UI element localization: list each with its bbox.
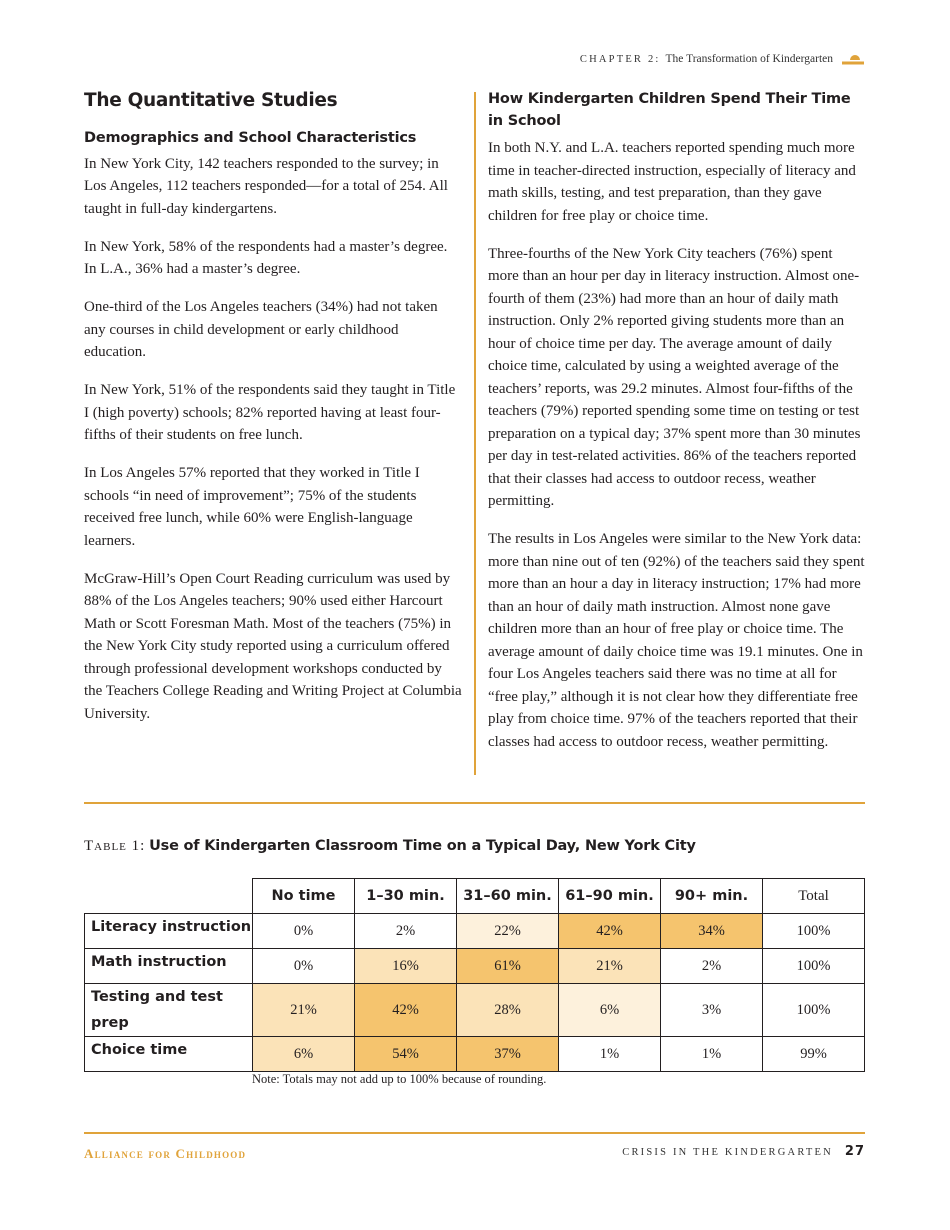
table-note: Note: Totals may not add up to 100% because of rounding. xyxy=(252,1072,547,1086)
table-cell: 2% xyxy=(661,949,763,984)
chapter-title: The Transformation of Kindergarten xyxy=(665,53,833,65)
footer-divider xyxy=(84,1132,865,1134)
table-title: Use of Kindergarten Classroom Time on a Typical Day, New York City xyxy=(149,838,696,854)
table-cell: 54% xyxy=(355,1037,457,1072)
publisher-name: Alliance for Childhood xyxy=(84,1146,247,1161)
table-cell: 6% xyxy=(559,984,661,1037)
right-paragraph: In both N.Y. and L.A. teachers reported spending much more time in teacher-directed instruction, especially of literacy and math skills, testing, and test preparation, than they gave children for free play or choice time. xyxy=(488,140,856,224)
right-paragraph: The results in Los Angeles were similar to the New York data: more than nine out of ten (92%) of the teachers said they spent more than an hour a day in literacy instruction; 17% had more than an hour of daily math instruction. Almost none gave children more than an hour of free play or choice time. The average amount of daily choice time was 19.1 minutes. One in four Los Angeles teachers said there was no time at all for “free play,” although it is not clear how they differentiate free play from choice time. 97% of the teachers reported that their classes had access to outdoor recess, weather permitting. xyxy=(488,531,865,750)
chapter-label: CHAPTER 2: xyxy=(579,53,661,65)
right-column xyxy=(488,88,866,769)
table-cell: 1% xyxy=(661,1037,763,1072)
table-cell: 16% xyxy=(355,949,457,984)
left-column xyxy=(84,88,462,741)
table-cell: 100% xyxy=(763,949,865,984)
column-header: No time xyxy=(253,879,355,914)
column-header: 90+ min. xyxy=(661,879,763,914)
left-paragraph: In Los Angeles 57% reported that they worked in Title I schools “in need of improvement”; 75% of the students received free lunch, while 60% were English-language learners. xyxy=(84,465,420,549)
running-header xyxy=(580,53,864,65)
table-cell: 61% xyxy=(457,949,559,984)
table-cell: 0% xyxy=(253,949,355,984)
table-row xyxy=(85,1037,865,1072)
running-footer xyxy=(622,1144,865,1159)
left-paragraph: In New York, 51% of the respondents said they taught in Title I (high poverty) schools; 82% reported having at least four-fifths of their students on free lunch. xyxy=(84,382,456,443)
table-cell: 6% xyxy=(253,1037,355,1072)
table-cell: 42% xyxy=(559,914,661,949)
table-caption xyxy=(84,838,696,855)
sunrise-logo-icon xyxy=(842,53,864,65)
page-number: 27 xyxy=(844,1144,865,1159)
publication-title: CRISIS IN THE KINDERGARTEN xyxy=(622,1147,833,1158)
table-cell: 28% xyxy=(457,984,559,1037)
row-label: Choice time xyxy=(85,1037,253,1072)
table-header-row xyxy=(85,879,865,914)
right-subtitle: How Kindergarten Children Spend Their Time in School xyxy=(488,91,851,129)
row-label: Literacy instruction xyxy=(85,914,253,949)
left-paragraph: McGraw-Hill’s Open Court Reading curriculum was used by 88% of the Los Angeles teachers; 90% used either Harcourt Math or Scott Foresman Math. Most of the teachers (75%) in the New York City study reported using a curriculum offered through professional development workshops conducted by the Teachers College Reading and Writing Project at Columbia University. xyxy=(84,570,462,722)
table-cell: 100% xyxy=(763,984,865,1037)
row-label: Testing and test prep xyxy=(85,984,253,1037)
left-subtitle: Demographics and School Characteristics xyxy=(84,129,417,146)
row-label: Math instruction xyxy=(85,949,253,984)
table-cell: 21% xyxy=(253,984,355,1037)
column-header: 61–90 min. xyxy=(559,879,661,914)
table-cell: 42% xyxy=(355,984,457,1037)
column-divider xyxy=(474,92,476,775)
table-row xyxy=(85,914,865,949)
column-header-total: Total xyxy=(763,879,865,914)
left-paragraph: In New York City, 142 teachers responded to the survey; in Los Angeles, 112 teachers responded—for a total of 254. All taught in full-day kindergartens. xyxy=(84,155,448,217)
table-cell: 21% xyxy=(559,949,661,984)
section-divider xyxy=(84,802,865,804)
right-paragraph: Three-fourths of the New York City teachers (76%) spent more than an hour per day in literacy instruction. Almost one-fourth of them (23%) had more than an hour of daily math instruction. Only 2% reported giving students more than an hour of choice time per day. The average amount of daily choice time, calculated by using a weighted average of the teachers’ reports, was 29.2 minutes. Almost four-fifths of the teachers (79%) reported spending some time on testing or test preparation on a typical day; 37% spent more than 30 minutes per day in test-related activities. 86% of the teachers reported that their classes had access to outdoor recess, weather permitting. xyxy=(488,245,861,509)
column-header: 1–30 min. xyxy=(355,879,457,914)
section-title: The Quantitative Studies xyxy=(84,90,338,111)
table-row xyxy=(85,984,865,1037)
table-cell: 34% xyxy=(661,914,763,949)
table-row xyxy=(85,949,865,984)
table-cell: 3% xyxy=(661,984,763,1037)
table-cell: 37% xyxy=(457,1037,559,1072)
table-cell: 1% xyxy=(559,1037,661,1072)
left-paragraph: In New York, 58% of the respondents had a master’s degree. In L.A., 36% had a master’s degree. xyxy=(84,238,448,277)
classroom-time-table xyxy=(84,878,865,1072)
table-cell: 100% xyxy=(763,914,865,949)
table-cell: 99% xyxy=(763,1037,865,1072)
table-cell: 0% xyxy=(253,914,355,949)
table-corner xyxy=(85,879,253,914)
left-paragraph: One-third of the Los Angeles teachers (34%) had not taken any courses in child development or early childhood education. xyxy=(84,299,438,360)
table-cell: 2% xyxy=(355,914,457,949)
column-header: 31–60 min. xyxy=(457,879,559,914)
table-label: Table 1: xyxy=(84,838,146,854)
table-cell: 22% xyxy=(457,914,559,949)
